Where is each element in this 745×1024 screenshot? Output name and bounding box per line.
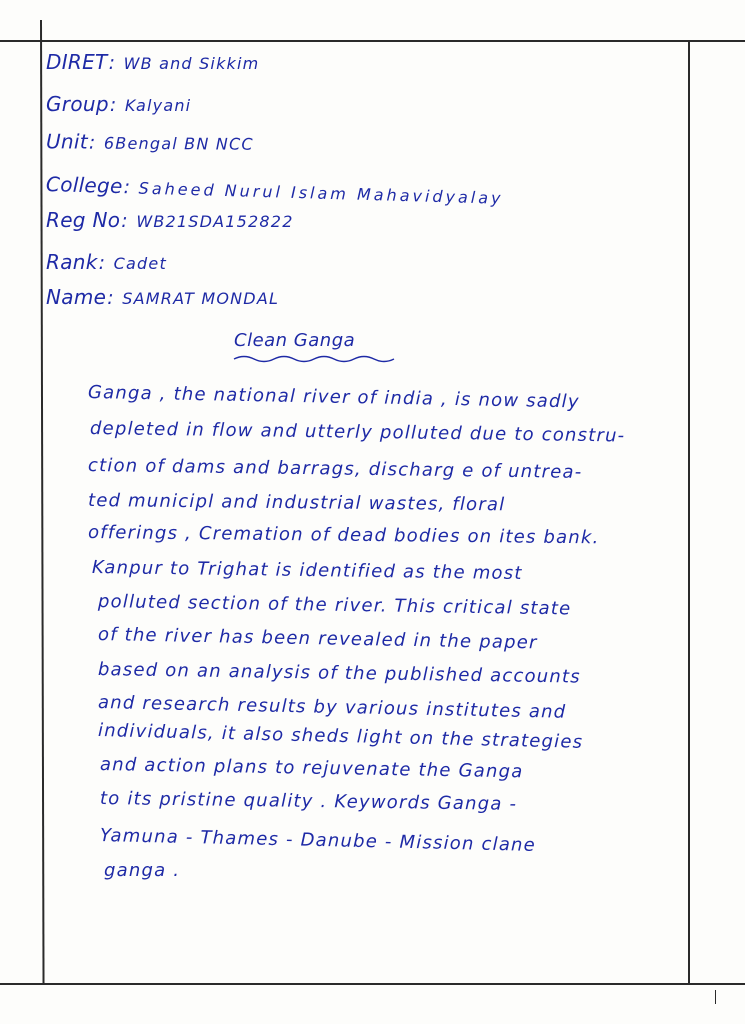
field-value: 6Bengal BN NCC [103, 133, 254, 154]
right-margin-rule [688, 40, 690, 984]
field-label: Group [46, 92, 109, 116]
field-value: SAMRAT MONDAL [122, 289, 280, 308]
field-label: Name [46, 285, 107, 309]
field-value: Saheed Nurul Islam Mahavidyalay [138, 178, 504, 208]
essay-line: and research results by various institutes and [97, 692, 567, 723]
essay-line: offerings , Cremation of dead bodies on ites bank. [87, 522, 600, 549]
field-group: Group: Kalyani [46, 92, 192, 116]
field-value: Cadet [113, 254, 167, 273]
field-label: Unit [45, 129, 89, 154]
essay-line: ganga . [104, 860, 181, 881]
essay-title: Clean Ganga [234, 330, 356, 351]
essay-line: ted municipl and industrial wastes, floral [87, 490, 506, 516]
essay-line: Ganga , the national river of india , is now sadly [87, 382, 580, 413]
field-label: Reg No [46, 208, 121, 232]
essay-line: ction of dams and barrags, discharg e of untrea- [87, 455, 583, 483]
essay-line: polluted section of the river. This critical state [97, 591, 572, 620]
essay-line: based on an analysis of the published accounts [97, 659, 581, 688]
top-rule [0, 40, 745, 42]
field-reg-no: Reg No: WB21SDA152822 [46, 208, 294, 232]
essay-line: individuals, it also sheds light on the strategies [97, 720, 584, 753]
essay-line: Kanpur to Trighat is identified as the most [91, 557, 523, 585]
bottom-rule [0, 983, 745, 985]
field-label: College [45, 172, 124, 199]
essay-line: depleted in flow and utterly polluted due to constru- [89, 418, 626, 447]
field-value: WB and Sikkim [123, 54, 260, 73]
essay-line: of the river has been revealed in the paper [97, 624, 538, 654]
essay-line: to its pristine quality . Keywords Ganga - [99, 788, 518, 815]
field-label: DIRET [46, 50, 108, 74]
corner-tick [715, 990, 716, 1004]
field-value: WB21SDA152822 [136, 212, 294, 231]
left-margin-rule [40, 20, 44, 985]
field-college: College: Saheed Nurul Islam Mahavidyalay [45, 172, 504, 208]
essay-line: Yamuna - Thames - Danube - Mission clane [99, 825, 537, 856]
title-wavy-underline [232, 354, 396, 364]
field-unit: Unit: 6Bengal BN NCC [45, 129, 254, 154]
essay-line: and action plans to rejuvenate the Ganga [99, 754, 524, 783]
field-rank: Rank: Cadet [46, 250, 167, 274]
field-name: Name: SAMRAT MONDAL [46, 285, 280, 309]
field-directorate: DIRET: WB and Sikkim [46, 50, 260, 74]
field-value: Kalyani [124, 96, 192, 115]
field-label: Rank [46, 250, 98, 274]
